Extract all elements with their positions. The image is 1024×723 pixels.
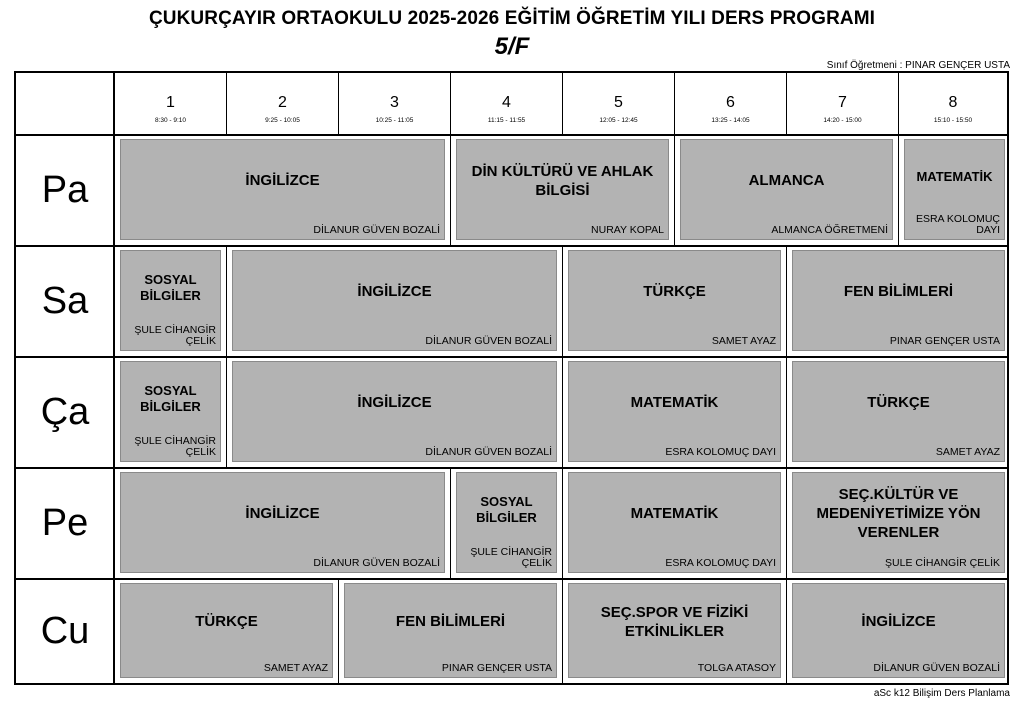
lesson-subject: SOSYAL BİLGİLER	[140, 271, 201, 303]
lesson-teacher: DİLANUR GÜVEN BOZALİ	[425, 335, 552, 347]
lesson-subject: FEN BİLİMLERİ	[395, 613, 506, 630]
grid-line	[450, 136, 451, 245]
day-label: Ça	[40, 391, 90, 433]
grid-line	[226, 247, 227, 356]
grid-line	[562, 358, 563, 467]
lesson-subject: MATEMATİK	[916, 168, 993, 184]
period-header	[899, 73, 1007, 134]
grid-line	[786, 247, 787, 356]
lesson-cell[interactable]	[568, 472, 781, 573]
lesson-subject: MATEMATİK	[630, 505, 719, 522]
lesson-cell[interactable]	[120, 250, 221, 351]
lesson-teacher: NURAY KOPAL	[591, 224, 664, 236]
grid-line	[16, 134, 1007, 136]
lesson-subject: İNGİLİZCE	[861, 613, 936, 630]
period-time: 8:30 - 9:10	[154, 117, 187, 124]
grid-line	[450, 73, 451, 134]
period-header	[675, 73, 786, 134]
period-header	[563, 73, 674, 134]
grid-line	[898, 73, 899, 134]
lesson-cell[interactable]	[232, 250, 557, 351]
lesson-teacher: PINAR GENÇER USTA	[889, 335, 1000, 347]
lesson-subject: FEN BİLİMLERİ	[843, 283, 954, 300]
period-number: 2	[278, 94, 287, 111]
period-header	[787, 73, 898, 134]
grid-line	[16, 467, 1007, 469]
grid-line	[898, 136, 899, 245]
lesson-subject: TÜRKÇE	[195, 613, 258, 630]
period-time: 10:25 - 11:05	[375, 117, 414, 124]
lesson-cell[interactable]	[232, 361, 557, 462]
period-time: 13:25 - 14:05	[711, 117, 750, 124]
lesson-subject: İNGİLİZCE	[357, 394, 432, 411]
lesson-teacher: SAMET AYAZ	[711, 335, 776, 347]
grid-line	[450, 469, 451, 578]
period-number: 8	[948, 94, 958, 111]
lesson-teacher: ŞULE CİHANGİR ÇELİK	[470, 546, 552, 569]
grid-line	[786, 73, 787, 134]
period-header	[115, 73, 226, 134]
grid-line	[786, 580, 787, 683]
lesson-cell[interactable]	[344, 583, 557, 678]
lesson-subject: DİN KÜLTÜRÜ VE AHLAK BİLGİSİ	[471, 162, 654, 199]
day-label: Pe	[41, 502, 89, 544]
lesson-teacher: ŞULE CİHANGİR ÇELİK	[885, 557, 1000, 569]
lesson-teacher: SAMET AYAZ	[935, 446, 1000, 458]
grid-line	[338, 580, 339, 683]
grid-line	[338, 73, 339, 134]
lesson-cell[interactable]	[456, 139, 669, 240]
lesson-cell[interactable]	[568, 250, 781, 351]
period-number: 1	[166, 94, 175, 111]
lesson-subject: SOSYAL BİLGİLER	[476, 493, 537, 525]
lesson-subject: SEÇ.SPOR VE FİZİKİ ETKİNLİKLER	[600, 603, 749, 640]
timetable-grid	[14, 71, 1009, 685]
grid-line	[226, 358, 227, 467]
day-label: Cu	[40, 610, 90, 652]
period-time: 9:25 - 10:05	[265, 117, 300, 124]
grid-line	[226, 73, 227, 134]
lesson-cell[interactable]	[792, 361, 1005, 462]
lesson-teacher: DİLANUR GÜVEN BOZALİ	[873, 662, 1000, 674]
lesson-cell[interactable]	[904, 139, 1005, 240]
lesson-subject: TÜRKÇE	[643, 283, 706, 300]
lesson-subject: SOSYAL BİLGİLER	[140, 382, 201, 414]
grid-line	[16, 245, 1007, 247]
lesson-cell[interactable]	[680, 139, 893, 240]
lesson-cell[interactable]	[792, 250, 1005, 351]
grid-line	[562, 469, 563, 578]
period-number: 3	[390, 94, 399, 111]
lesson-subject: TÜRKÇE	[867, 394, 930, 411]
lesson-teacher: PINAR GENÇER USTA	[441, 662, 552, 674]
lesson-cell[interactable]	[456, 472, 557, 573]
period-number: 6	[726, 94, 735, 111]
period-time: 15:10 - 15:50	[933, 117, 973, 124]
lesson-cell[interactable]	[120, 472, 445, 573]
grid-line	[786, 358, 787, 467]
lesson-cell[interactable]	[568, 583, 781, 678]
grid-line	[16, 578, 1007, 580]
lesson-subject: İNGİLİZCE	[245, 172, 320, 189]
lesson-subject: İNGİLİZCE	[357, 283, 432, 300]
lesson-subject: ALMANCA	[748, 172, 825, 189]
class-name: 5/F	[494, 33, 530, 60]
lesson-cell[interactable]	[120, 583, 333, 678]
day-label: Pa	[41, 169, 89, 211]
lesson-teacher: ALMANCA ÖĞRETMENİ	[771, 224, 888, 236]
day-label: Sa	[41, 280, 89, 322]
period-number: 5	[614, 94, 623, 111]
lesson-teacher: ŞULE CİHANGİR ÇELİK	[134, 324, 216, 347]
grid-line	[674, 136, 675, 245]
grid-line	[562, 247, 563, 356]
lesson-teacher: ESRA KOLOMUÇ DAYI	[665, 446, 776, 458]
class-teacher: Sınıf Öğretmeni : PINAR GENÇER USTA	[826, 60, 1010, 71]
lesson-cell[interactable]	[792, 583, 1005, 678]
lesson-teacher: DİLANUR GÜVEN BOZALİ	[313, 224, 440, 236]
lesson-subject: SEÇ.KÜLTÜR VE MEDENİYETİMİZE YÖN VERENLER	[816, 486, 981, 541]
grid-line	[786, 469, 787, 578]
grid-line	[562, 580, 563, 683]
lesson-cell[interactable]	[120, 139, 445, 240]
lesson-cell[interactable]	[792, 472, 1005, 573]
period-time: 14:20 - 15:00	[823, 117, 862, 124]
lesson-teacher: TOLGA ATASOY	[697, 662, 776, 674]
schedule-title: ÇUKURÇAYIR ORTAOKULU 2025-2026 EĞİTİM ÖĞRETİM YILI DERS PROGRAMI	[148, 8, 876, 29]
lesson-teacher: ESRA KOLOMUÇ DAYI	[915, 213, 1000, 236]
software-credit: aSc k12 Bilişim Ders Planlama	[873, 688, 1010, 699]
period-number: 7	[838, 94, 847, 111]
lesson-teacher: DİLANUR GÜVEN BOZALİ	[425, 446, 552, 458]
lesson-teacher: SAMET AYAZ	[263, 662, 328, 674]
period-header	[339, 73, 450, 134]
period-header	[451, 73, 562, 134]
period-time: 12:05 - 12:45	[599, 117, 638, 124]
grid-line	[16, 356, 1007, 358]
lesson-teacher: DİLANUR GÜVEN BOZALİ	[313, 557, 440, 569]
period-header	[227, 73, 338, 134]
grid-line	[674, 73, 675, 134]
lesson-cell[interactable]	[120, 361, 221, 462]
lesson-cell[interactable]	[568, 361, 781, 462]
period-number: 4	[502, 94, 511, 111]
grid-line	[562, 73, 563, 134]
lesson-subject: MATEMATİK	[630, 394, 719, 411]
lesson-subject: İNGİLİZCE	[245, 505, 320, 522]
period-time: 11:15 - 11:55	[487, 117, 526, 124]
lesson-teacher: ŞULE CİHANGİR ÇELİK	[134, 435, 216, 458]
lesson-teacher: ESRA KOLOMUÇ DAYI	[665, 557, 776, 569]
